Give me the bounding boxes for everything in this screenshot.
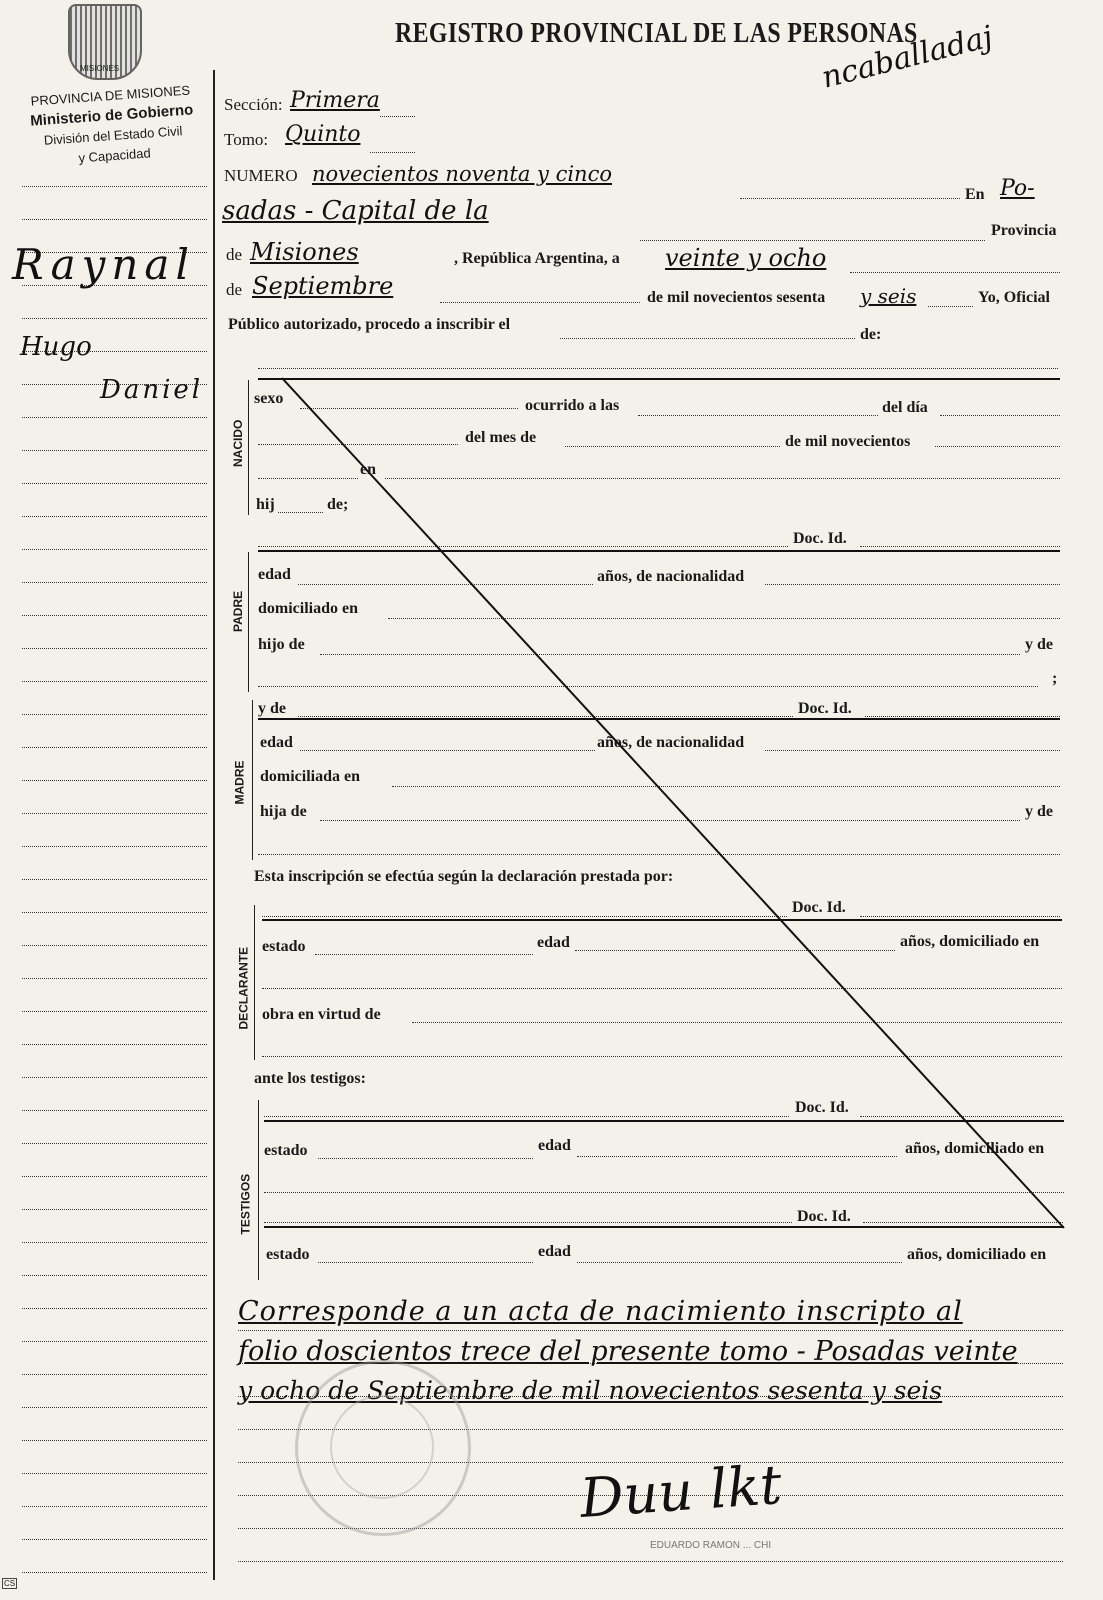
- declarante-doc-label: Doc. Id.: [792, 899, 846, 916]
- issuer-division: División del Estado Civil: [43, 123, 183, 148]
- testigo1-doc-label: Doc. Id.: [795, 1099, 849, 1116]
- sexo-label: sexo: [254, 390, 284, 407]
- note-ruled-line: [238, 1561, 1063, 1562]
- note-line-1: Corresponde a un acta de nacimiento inscripto al: [238, 1296, 963, 1327]
- year-value: y seis: [860, 284, 917, 308]
- hij-de-label: de;: [327, 496, 349, 513]
- en-place-label: en: [360, 461, 376, 478]
- padre-edad-label: edad: [258, 566, 291, 583]
- section-testigos: TESTIGOS: [238, 1173, 253, 1235]
- de-colon-label: de:: [860, 326, 882, 343]
- madre-nacionalidad-label: años, de nacionalidad: [597, 734, 745, 751]
- margin-surname: Raynal: [12, 240, 195, 289]
- testigo2-edad-label: edad: [538, 1243, 571, 1260]
- corner-mark: CS: [4, 1579, 16, 1588]
- madre-hija-de-label: hija de: [260, 803, 307, 820]
- issuer-province: PROVINCIA DE MISIONES: [30, 82, 191, 109]
- note-line-3: y ocho de Septiembre de mil novecientos sesenta y seis: [238, 1376, 943, 1405]
- mil-novecientos-label: de mil novecientos: [785, 433, 911, 450]
- place-value-2: sadas - Capital de la: [222, 196, 489, 226]
- tomo-value: Quinto: [285, 122, 361, 147]
- top-signature: ncaballadaj: [818, 19, 997, 96]
- declarante-edad-label: edad: [537, 934, 570, 951]
- testigo1-estado-label: estado: [264, 1142, 308, 1159]
- section-nacido: NACIDO: [231, 419, 245, 467]
- declarante-obra-label: obra en virtud de: [262, 1006, 381, 1023]
- bottom-signature: Duu lkt: [578, 1453, 784, 1530]
- padre-hijo-de-label: hijo de: [258, 636, 305, 653]
- padre-nacionalidad-label: años, de nacionalidad: [597, 568, 745, 585]
- official-seal-inner-icon: [330, 1395, 434, 1499]
- del-mes-label: del mes de: [465, 429, 537, 446]
- month-value: Septiembre: [252, 272, 394, 300]
- nacido-doc-label: Doc. Id.: [793, 530, 847, 547]
- page-title: REGISTRO PROVINCIAL DE LAS PERSONAS: [395, 18, 918, 49]
- provincia-label: Provincia: [991, 222, 1057, 239]
- section-padre: PADRE: [231, 590, 245, 632]
- madre-y-de-2-label: y de: [1025, 803, 1053, 820]
- numero-label: NUMERO: [224, 166, 298, 185]
- oficial-label: Yo, Oficial: [978, 289, 1050, 306]
- crest-label: MISIONES: [80, 64, 120, 73]
- hij-label: hij: [256, 496, 275, 513]
- seccion-value: Primera: [290, 88, 380, 113]
- declarante-domicilio-label: años, domiciliado en: [900, 933, 1040, 950]
- de-label: de: [226, 245, 243, 264]
- testigos-label: ante los testigos:: [254, 1070, 366, 1087]
- ocurrido-label: ocurrido a las: [525, 397, 620, 414]
- del-dia-label: del día: [882, 399, 928, 416]
- republica-label: , República Argentina, a: [454, 250, 620, 267]
- section-madre: MADRE: [232, 760, 247, 805]
- margin-second-name: Daniel: [100, 375, 204, 405]
- testigo1-domicilio-label: años, domiciliado en: [905, 1140, 1045, 1157]
- madre-doc-label: Doc. Id.: [798, 700, 852, 717]
- place-value-1: Po-: [1000, 176, 1035, 201]
- en-label: En: [965, 186, 985, 203]
- signer-name-stamp: EDUARDO RAMON ... CHI: [650, 1540, 772, 1551]
- testigo2-domicilio-label: años, domiciliado en: [907, 1246, 1047, 1263]
- province-value: Misiones: [250, 238, 359, 266]
- padre-domicilio-label: domiciliado en: [258, 600, 359, 617]
- seccion-label: Sección:: [224, 95, 283, 114]
- note-line-2: folio doscientos trece del presente tomo - Posadas veinte: [238, 1336, 1018, 1367]
- declarante-estado-label: estado: [262, 938, 306, 955]
- issuer-ministry: Ministerio de Gobierno: [29, 101, 194, 130]
- margin-first-name: Hugo: [20, 332, 92, 362]
- testigo1-edad-label: edad: [538, 1137, 571, 1154]
- padre-y-de-label: y de: [1025, 636, 1053, 653]
- numero-value: novecientos noventa y cinco: [312, 162, 612, 186]
- madre-edad-label: edad: [260, 734, 293, 751]
- publico-label: Público autorizado, procedo a inscribir el: [228, 316, 511, 333]
- section-declarante: DECLARANTE: [236, 946, 251, 1030]
- year-label: de mil novecientos sesenta: [647, 289, 826, 306]
- day-value: veinte y ocho: [665, 244, 827, 272]
- padre-semicolon: ;: [1052, 670, 1058, 687]
- testigo2-doc-label: Doc. Id.: [797, 1208, 851, 1225]
- de-label-2: de: [226, 280, 243, 299]
- declaracion-statement: Esta inscripción se efectúa según la declaración prestada por:: [254, 868, 674, 885]
- madre-y-de-label: y de: [258, 700, 286, 717]
- madre-domicilio-label: domiciliada en: [260, 768, 361, 785]
- tomo-label: Tomo:: [224, 130, 269, 149]
- issuer-capacity: y Capacidad: [77, 145, 152, 166]
- testigo2-estado-label: estado: [266, 1246, 310, 1263]
- note-ruled-line: [238, 1330, 1063, 1331]
